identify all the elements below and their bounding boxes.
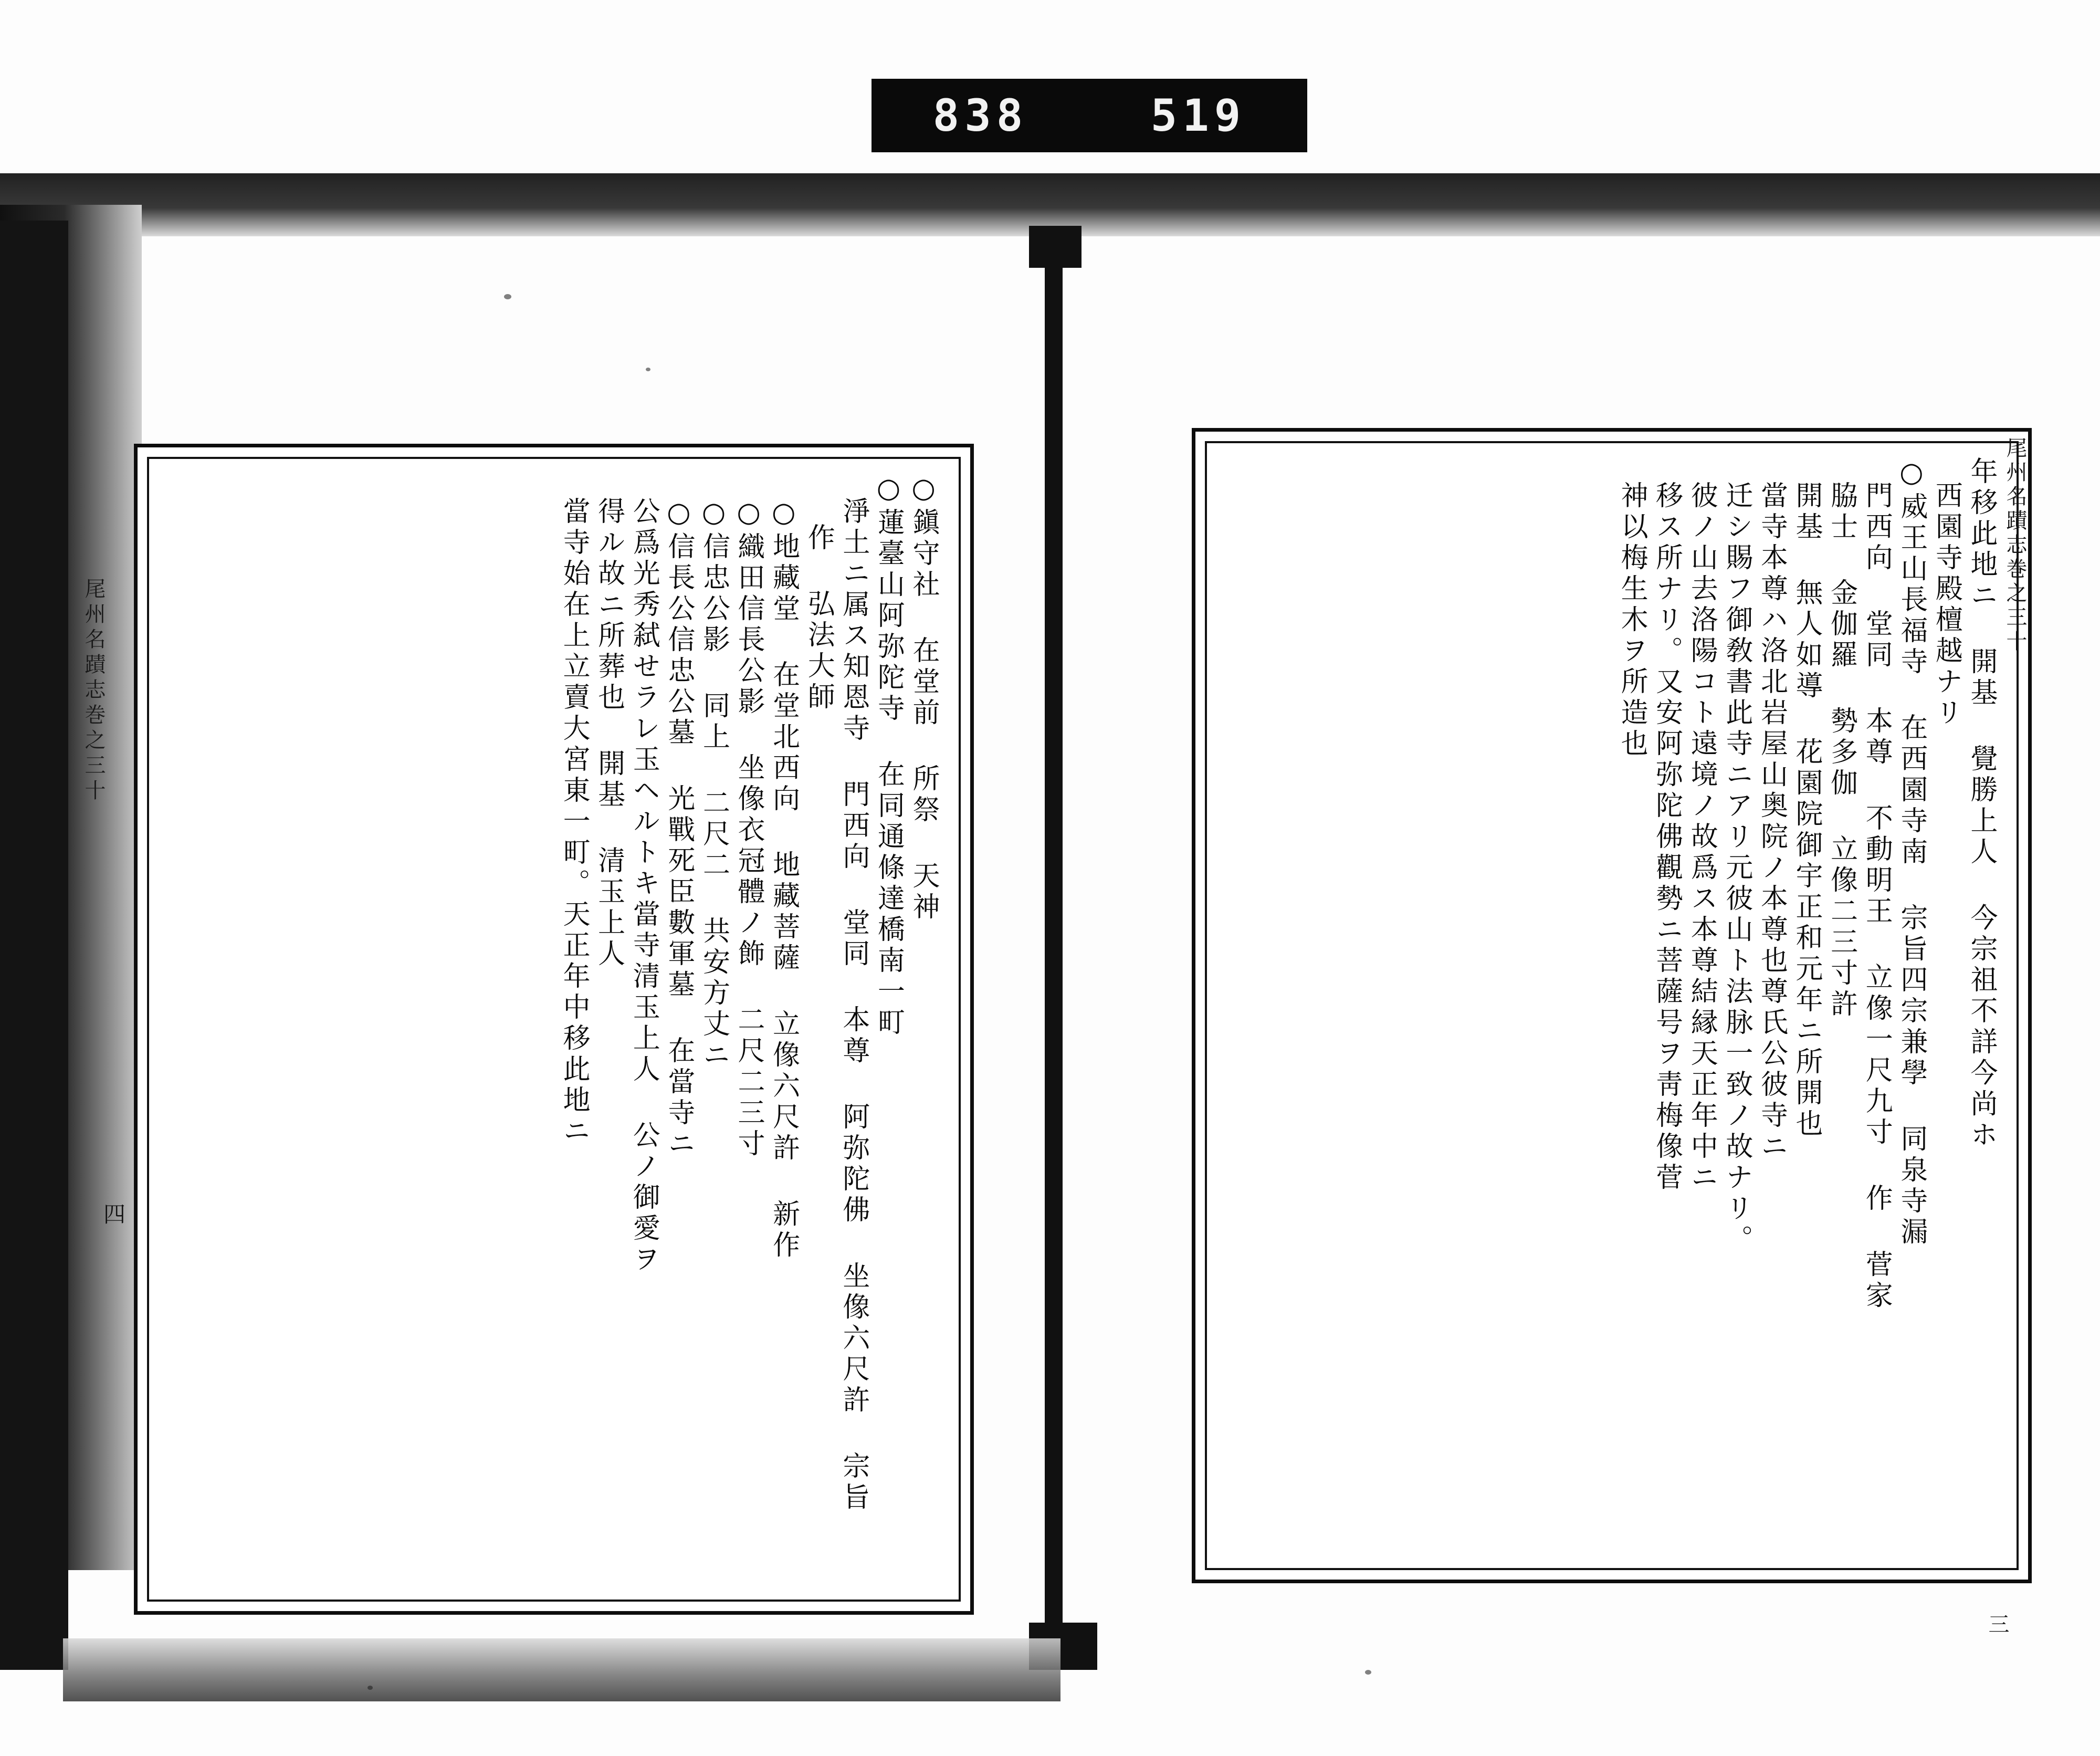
scan-speck — [504, 294, 511, 299]
page-right-text-block — [1205, 441, 2019, 1570]
page-left-columns — [167, 473, 941, 1586]
scan-bottom-shadow — [63, 1638, 1060, 1701]
text-column: 年移此地ニ 開基 覺勝上人 今宗祖不詳今尚ホ — [1966, 457, 1997, 1151]
text-column: 西園寺殿檀越ナリ — [1930, 481, 1962, 729]
text-column: 當寺始在上立賣大宮東一町。天正年中移此地ニ — [558, 497, 590, 1147]
book-edge-title: 尾州名蹟志巻之三十 — [81, 578, 106, 804]
text-column: ○威王山長福寺 在西園寺南 宗旨四宗兼學 同泉寺漏 — [1895, 457, 1927, 1248]
book-left-edge-shadow — [0, 221, 68, 1670]
text-column: 公爲光秀弑せラレ玉ヘルトキ當寺清玉上人 公ノ御愛ヲ — [628, 497, 660, 1276]
text-column: 迁シ賜フ御敎書此寺ニアリ元彼山ト法脉一致ノ故ナリ。 — [1720, 481, 1752, 1256]
text-column: ○鎭守社 在堂前 所祭 天神 — [908, 473, 939, 923]
text-column: ○地藏堂 在堂北西向 地藏菩薩 立像六尺許 新作 — [768, 497, 800, 1261]
text-column: 得ル故ニ所葬也 開基 清玉上人 — [593, 497, 625, 970]
text-column: 移ス所ナリ。又安阿弥陀佛觀勢ニ菩薩号ヲ靑梅像菅 — [1651, 481, 1683, 1194]
page-folio-left: 四 — [100, 1203, 126, 1225]
scan-speck — [646, 368, 650, 371]
scan-speck — [1365, 1670, 1371, 1675]
page-left-text-block — [147, 457, 961, 1602]
page-folio-right: 三 — [1985, 1613, 2009, 1634]
book-gutter — [1045, 226, 1063, 1628]
book-gutter-top-cap — [1029, 226, 1082, 268]
book-spine-title: 尾州名蹟志巻之三十 — [2003, 437, 2027, 654]
page-right-columns — [1225, 457, 1999, 1554]
text-column: ○信長公信忠公墓 光戰死臣數軍墓 在當寺ニ — [663, 497, 695, 1160]
text-column: 當寺本尊ハ洛北岩屋山奥院ノ本尊也尊氏公彼寺ニ — [1756, 481, 1788, 1163]
book-page-left — [134, 444, 974, 1615]
text-column: 脇士 金伽羅 勢多伽 立像二三寸許 — [1825, 481, 1857, 1020]
text-column: ○織田信長公影 坐像衣冠體ノ飾 二尺二三寸 — [733, 497, 765, 1160]
book-page-right — [1192, 428, 2032, 1634]
text-column: ○蓮臺山阿弥陀寺 在同通條達橋南一町 — [873, 473, 905, 1039]
text-column: 開基 無人如導 花園院御宇正和元年ニ所開也 — [1791, 481, 1823, 1140]
text-column: ○信忠公影 同上 二尺二 共安方丈ニ — [698, 497, 730, 1071]
film-frame-number-right: 519 — [1150, 90, 1246, 141]
text-column: 彼ノ山去洛陽コト遠境ノ故爲ス本尊結縁天正年中ニ — [1686, 481, 1718, 1194]
text-column: 淨土ニ属ス知恩寺 門西向 堂同 本尊 阿弥陀佛 坐像六尺許 宗旨 — [837, 497, 869, 1513]
text-column: 門西向 堂同 本尊 不動明王 立像一尺九寸 作 菅家 — [1861, 481, 1893, 1312]
film-frame-strip — [872, 79, 1307, 152]
text-column: 神以梅生木ヲ所造也 — [1616, 481, 1648, 760]
text-column: 作 弘法大師 — [803, 523, 835, 713]
scan-speck — [368, 1686, 373, 1690]
film-frame-number-left: 838 — [932, 90, 1028, 141]
